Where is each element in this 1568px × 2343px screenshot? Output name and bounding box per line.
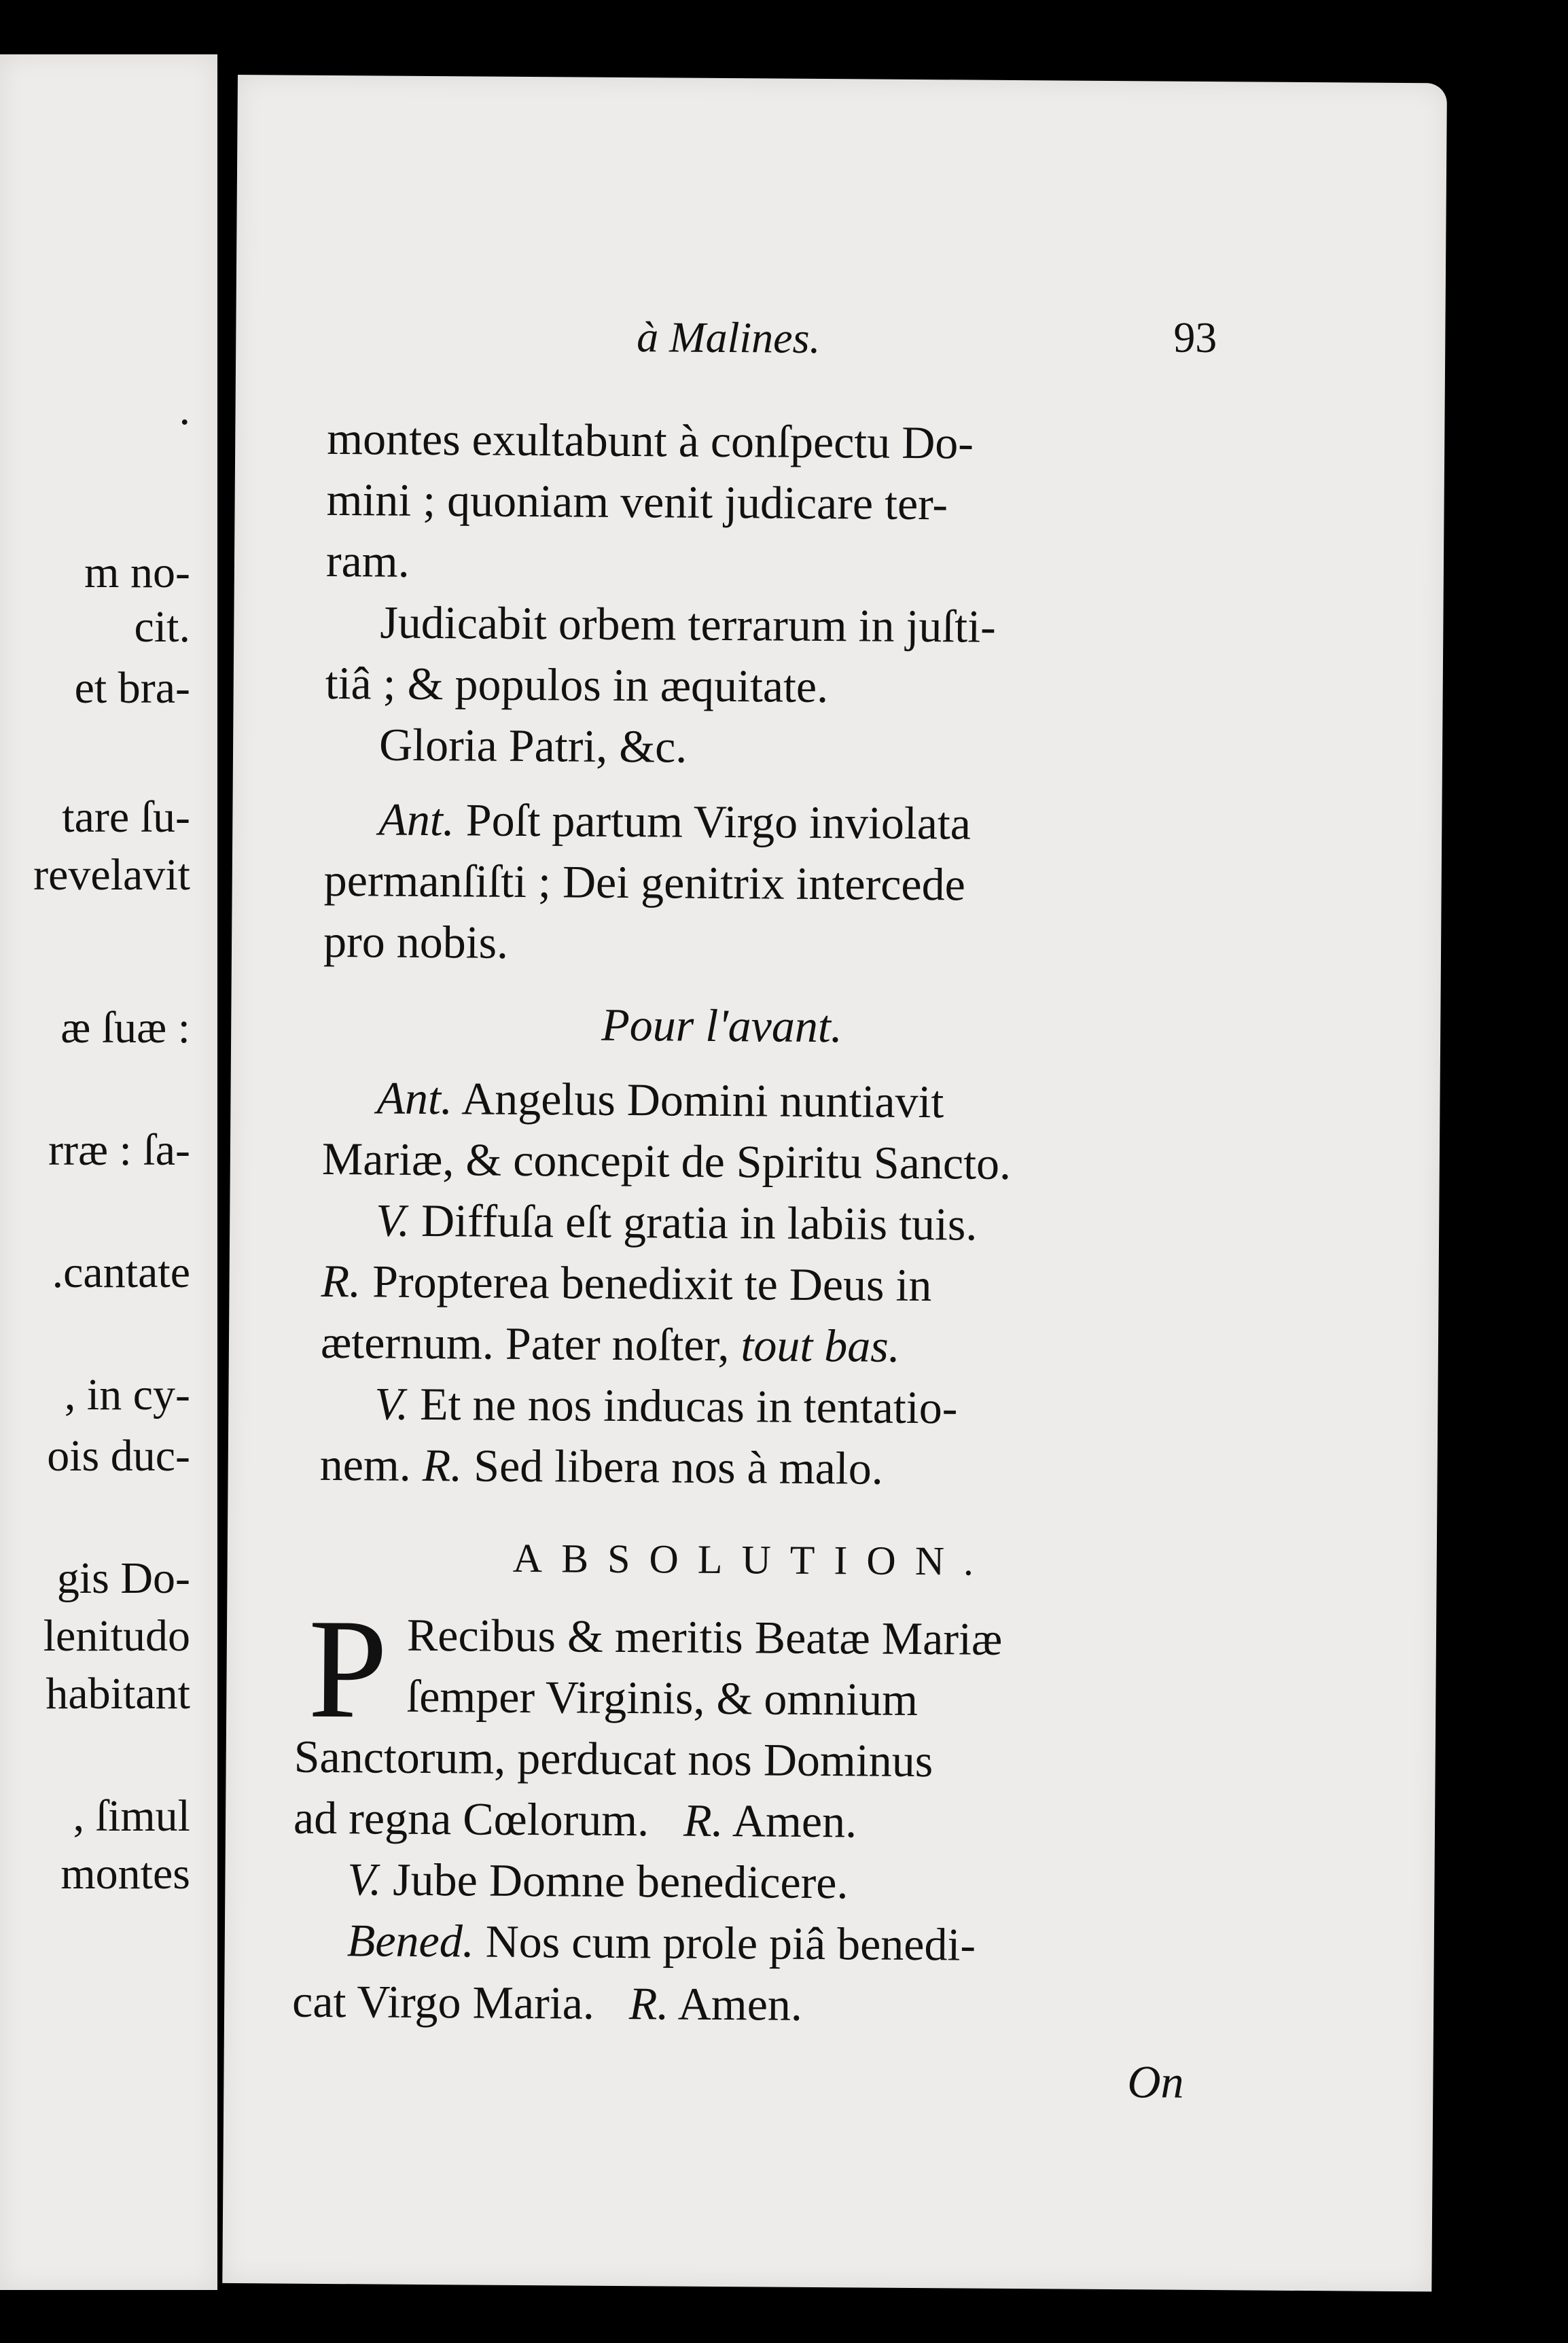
- text-segment: nem.: [319, 1438, 412, 1491]
- drop-cap: P: [307, 1589, 389, 1748]
- left-line: .cantate: [52, 1248, 190, 1297]
- antiphon-text: Angelus Domini nuntiavit: [461, 1072, 944, 1128]
- text-line: [320, 1316, 901, 1372]
- response-label: R.: [321, 1254, 361, 1307]
- rubric-text: tout bas.: [741, 1319, 901, 1372]
- response-text: Amen.: [677, 1977, 803, 2030]
- antiphon-label: Ant.: [378, 793, 455, 846]
- left-line: tare ſu-: [62, 792, 190, 842]
- text-line: [291, 1975, 803, 2030]
- versicle-line: [347, 1853, 849, 1909]
- response-line: [321, 1254, 932, 1311]
- response-text: Propterea benedixit te Deus in: [372, 1255, 932, 1311]
- left-line: gis Do-: [56, 1553, 190, 1603]
- versicle-text: Jube Domne benedicere.: [392, 1853, 849, 1909]
- section-subheading: Pour l'avant.: [601, 998, 843, 1053]
- response-label: R.: [683, 1794, 724, 1847]
- blessing-text: Nos cum prole piâ benedi-: [485, 1915, 976, 1971]
- left-page: [0, 54, 217, 2290]
- left-line: revelavit: [33, 850, 190, 900]
- left-line: cit.: [134, 602, 190, 652]
- versicle-line: [375, 1194, 978, 1250]
- antiphon-label: Ant.: [376, 1072, 453, 1125]
- left-line: .: [179, 385, 190, 434]
- text-segment: æternum. Pater noſter,: [320, 1316, 730, 1371]
- running-header-title: à Malines.: [637, 313, 821, 362]
- left-line: , in cy-: [64, 1370, 190, 1420]
- antiphon-line: [376, 1072, 944, 1128]
- left-line: lenitudo: [43, 1611, 190, 1661]
- left-line: montes: [60, 1849, 190, 1899]
- text-line: Mariæ, & concepit de Spiritu Sancto.: [321, 1132, 1012, 1189]
- response-label: R.: [422, 1439, 463, 1492]
- versicle-label: V.: [347, 1853, 382, 1905]
- text-line: ſemper Virginis, & omnium: [406, 1670, 919, 1726]
- right-page: [222, 75, 1447, 2291]
- text-line: Recibus & meritis Beatæ Mariæ: [406, 1608, 1003, 1665]
- left-line: æ ſuæ :: [60, 1003, 190, 1053]
- text-segment: ad regna Cœlorum.: [293, 1791, 649, 1846]
- section-heading: ABSOLUTION.: [512, 1535, 993, 1584]
- text-line: pro nobis.: [323, 915, 509, 968]
- versicle-label: V.: [374, 1377, 409, 1430]
- left-line: habitant: [46, 1669, 190, 1719]
- response-text: Sed libera nos à malo.: [474, 1439, 884, 1494]
- text-line: [319, 1438, 884, 1494]
- text-line: mini ; quoniam venit judicare ter-: [326, 473, 948, 530]
- blessing-line: [346, 1914, 976, 1971]
- left-line: m no-: [84, 548, 190, 597]
- antiphon-line: [378, 793, 972, 849]
- text-line: montes exultabunt à conſpectu Do-: [327, 412, 974, 469]
- left-line: et bra-: [74, 663, 190, 713]
- text-line: Judicabit orbem terrarum in juſti-: [380, 596, 997, 652]
- page-number: 93: [1173, 313, 1217, 362]
- text-line: [293, 1791, 857, 1848]
- catchword: On: [1127, 2056, 1184, 2108]
- response-label: R.: [628, 1977, 669, 2030]
- text-line: ram.: [325, 534, 410, 587]
- left-line: rræ : ſa-: [48, 1125, 190, 1175]
- versicle-text: Diffuſa eſt gratia in labiis tuis.: [421, 1194, 978, 1250]
- text-line: tiâ ; & populos in æquitate.: [325, 656, 829, 713]
- text-line: permanſiſti ; Dei genitrix intercede: [323, 853, 966, 911]
- left-line: ois duc-: [47, 1431, 190, 1481]
- versicle-text: Et ne nos inducas in tentatio-: [419, 1377, 958, 1434]
- text-line: Sanctorum, perducat nos Dominus: [293, 1730, 933, 1787]
- versicle-label: V.: [375, 1194, 410, 1246]
- versicle-line: [374, 1377, 958, 1434]
- text-segment: cat Virgo Maria.: [291, 1975, 595, 2029]
- text-line: Gloria Patri, &c.: [378, 718, 688, 773]
- left-line: , ſimul: [73, 1791, 190, 1841]
- response-text: Amen.: [732, 1795, 857, 1848]
- blessing-label: Bened.: [346, 1914, 475, 1967]
- antiphon-text: Poſt partum Virgo inviolata: [465, 794, 972, 849]
